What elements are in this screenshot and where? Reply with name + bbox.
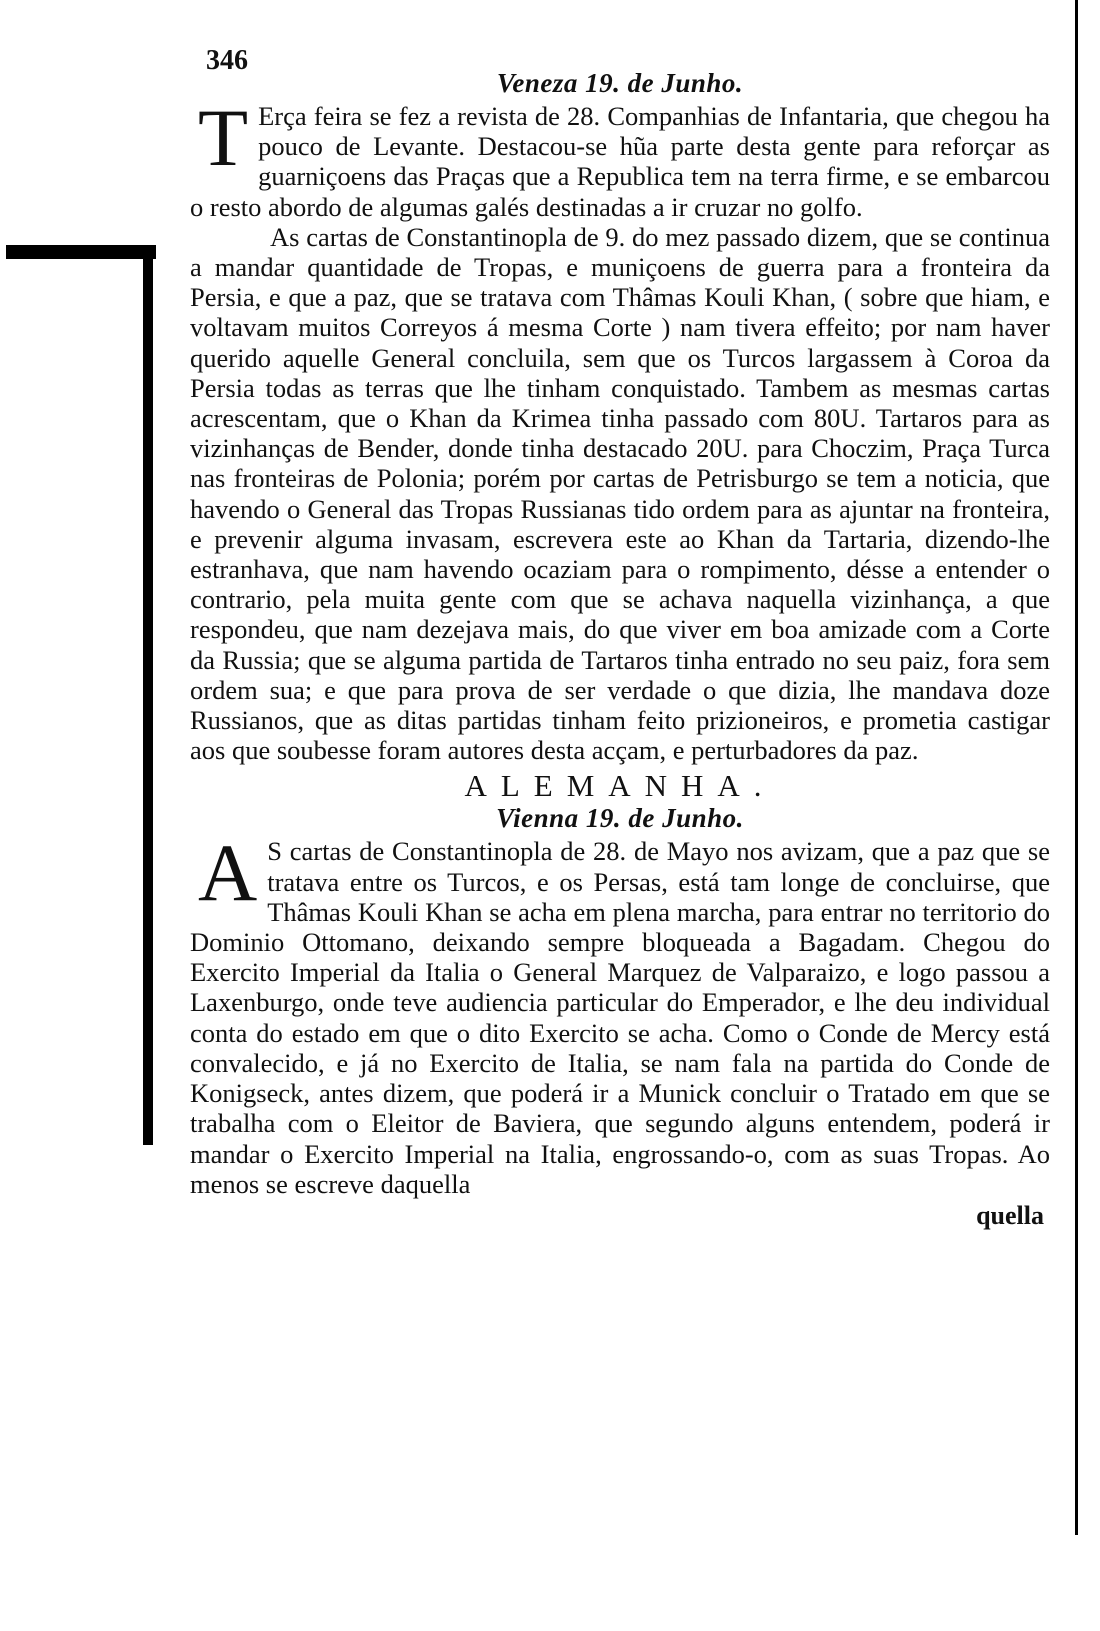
- dropcap-t: T: [198, 92, 249, 183]
- scan-right-edge: [1075, 0, 1078, 1535]
- dateline-vienna: Vienna 19. de Junho.: [496, 803, 744, 834]
- scan-binding-shadow-vertical: [143, 245, 153, 1145]
- vienna-paragraph: [190, 827, 1050, 1199]
- document-page: [190, 40, 1050, 1231]
- dropcap-a: A: [198, 827, 258, 919]
- section-heading-alemanha: ALEMANHA.: [464, 768, 776, 804]
- vienna-paragraph-text: S cartas de Constantinopla de 28. de Mayo nos avizam, que a paz que se tratava entre os Turcos, e os Persas, está tam longe de concluirse, que Thâmas Kouli Khan se acha em plena marcha, para entrar no territorio do Dominio Ottomano, deixando sempre bloqueada a Bagadam. Chegou do Exercito Imperial da Italia o General Marquez de Valparaizo, e logo passou a Laxenburgo, onde teve audiencia particular do Emperador, e lhe deu individual conta do estado em que o dito Exercito se acha. Como o Conde de Mercy está convalecido, e já no Exercito de Italia, se nam fala na partida do Conde de Konigseck, antes dizem, que poderá ir a Munick concluir o Tratado em que se trabalha com o Eleitor de Baviera, que segundo alguns entendem, poderá ir mandar o Exercito Imperial na Italia, engrossando-o, com as suas Tropas. Ao menos se escreve daquella: [190, 836, 1050, 1199]
- scan-binding-shadow-horizontal: [6, 245, 156, 259]
- venice-paragraph-1-text: Erça feira se fez a revista de 28. Companhias de Infantaria, que chegou ha pouco de Levante. Destacou-se hũa parte desta gente para reforçar as guarniçoens das Praças que a Republica tem na terra firme, e se embarcou o resto abordo de algumas galés destinadas a ir cruzar no golfo.: [190, 101, 1050, 222]
- dateline-venice: Veneza 19. de Junho.: [496, 68, 744, 98]
- venice-paragraph-1: [190, 92, 1050, 222]
- catchword: quella: [976, 1200, 1044, 1230]
- venice-paragraph-2: As cartas de Constantinopla de 9. do mez passado dizem, que se continua a mandar quantidade de Tropas, e muniçoens de guerra para a fronteira da Persia, e que a paz, que se tratava com Thâmas Kouli Khan, ( sobre que hiam, e voltavam muitos Correyos á mesma Corte ) nam tivera effeito; por nam haver querido aquelle General concluila, sem que os Turcos largassem à Coroa da Persia todas as terras que lhe tinham conquistado. Tambem as mesmas cartas acrescentam, que o Khan da Krimea tinha passado com 80U. Tartaros para as vizinhanças de Bender, donde tinha destacado 20U. para Choczim, Praça Turca nas fronteiras de Polonia; porém por cartas de Petrisburgo se tem a noticia, que havendo o General das Tropas Russianas tido ordem para as ajuntar na fronteira, e prevenir alguma invasam, escrevera este ao Khan da Tartaria, dizendo-lhe estranhava, que nam havendo ocaziam para o rompimento, désse a entender o contrario, pela muita gente com que se achava naquella vizinhança, a que respondeu, que nam dezejava mais, do que viver em boa amizade com a Corte da Russia; que se alguma partida de Tartaros tinha entrado no seu paiz, fora sem ordem sua; e que para prova de ser verdade o que dizia, lhe mandava doze Russianos, que as ditas partidas tinham feito prizioneiros, e prometia castigar aos que soubesse foram autores desta acçam, e perturbadores da paz.: [190, 221, 1050, 766]
- page-number: 346: [206, 45, 248, 76]
